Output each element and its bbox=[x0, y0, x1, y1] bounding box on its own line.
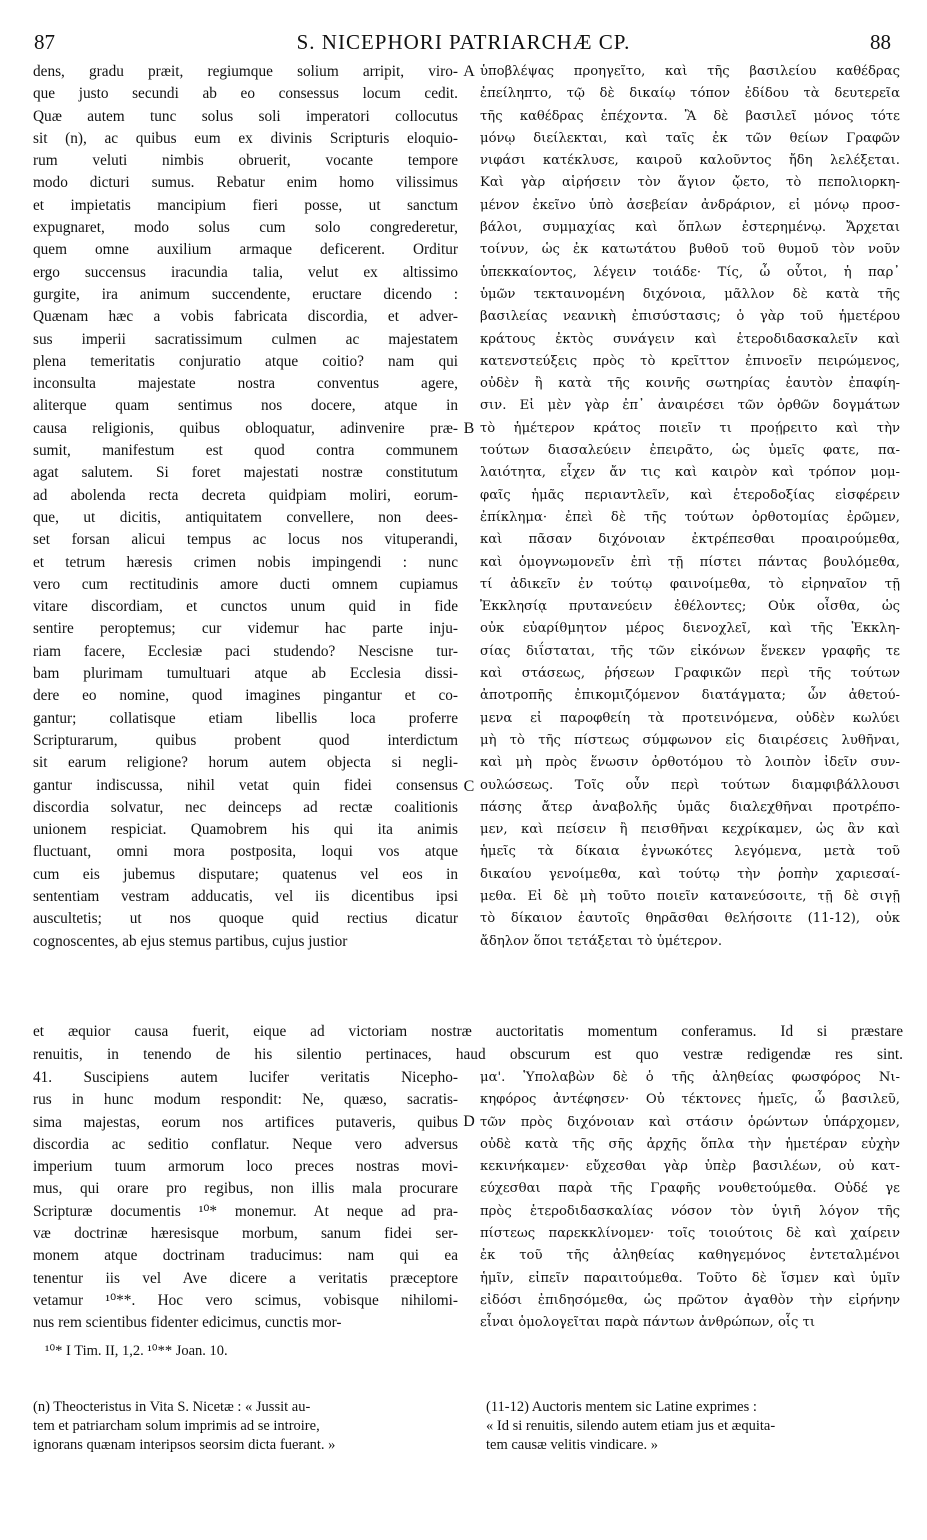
greek-text-line: ἐπίκλημα· ἐπεὶ δὲ τῆς τούτων ὀρθοτομίας ἐρῶμεν, bbox=[480, 509, 900, 525]
greek-text-line: εἰδόσι ἐπιδησόμεθα, ὡς πρῶτον ἀγαθὸν τὴν εἰρήνην bbox=[480, 1292, 900, 1308]
greek-text-line: καὶ στάσεως, ῥήσεων Γραφικῶν περὶ τῆς τούτων bbox=[480, 666, 900, 682]
latin-text-line: dere eo nomine, quod imagines pingantur et co- bbox=[33, 687, 458, 705]
latin-text-line: sumit, manifestum est quod contra communem bbox=[33, 442, 458, 460]
footnote-n-line: (n) Theocteristus in Vita S. Nicetæ : « Jussit au- bbox=[33, 1399, 311, 1415]
greek-text-line: Ἐκκλησίᾳ πρυτανεύειν ἐθέλοντες; Οὐκ οἶσθα, ὡς bbox=[480, 599, 900, 615]
latin-text-line: rus in hunc modum respondit: Ne, quæso, sacratis- bbox=[33, 1091, 458, 1109]
page-number-right: 88 bbox=[870, 30, 891, 54]
greek-text-line: μόνῳ διείλεκται, καὶ ταῖς ἐκ τῶν θείων Γραφῶν bbox=[480, 130, 900, 146]
footnote-n-line: ignorans quænam interipsos seorsim dicta fuerant. » bbox=[33, 1437, 336, 1453]
latin-text-line: inconsulta majestate nostra conventus agere, bbox=[33, 375, 458, 393]
latin-text-line: agat salutem. Si foret majestati nostræ constitutum bbox=[33, 464, 458, 482]
greek-text-line: κεκινήκαμεν· εὔχεσθαι γὰρ ὑπὲρ βασιλέων, οὐ κατ- bbox=[480, 1159, 900, 1175]
latin-text-line: sima majestas, eorum nos artifices putaveris, quibus bbox=[33, 1113, 458, 1131]
greek-text-line: ἡμεῖς τὰ δίκαια ἐγνωκότες λεγόμενα, μετὰ τοῦ bbox=[480, 844, 900, 860]
latin-text-line: rum veluti nimbis obruerit, vocante tempore bbox=[33, 152, 458, 170]
greek-text-line: μενα εἰ παροφθείη τὰ προτεινόμενα, οὐδὲν κωλύει bbox=[480, 710, 900, 726]
latin-text-line: et impietatis mancipium fieri posse, ut sanctum bbox=[33, 196, 458, 214]
latin-text-line: quem omne auxilium armaque deficerent. Orditur bbox=[33, 241, 458, 259]
greek-text-line: τῶν πρὸς διχόνοιαν καὶ στάσιν ὁρώντων ὑπάρχομεν, bbox=[480, 1114, 900, 1130]
latin-text-line: auscultetis; ut nos quoque quid rectius dicatur bbox=[33, 910, 458, 928]
greek-text-line: ὑπεκκαίοντος, λέγειν τοιάδε· Τίς, ὦ οὗτοι, ἡ παρ᾽ bbox=[480, 264, 900, 280]
page-number-left: 87 bbox=[34, 30, 55, 54]
greek-text-line: νιφάσι κατέκλυσε, καιροῦ καλοῦντος ἤδη λελέξεται. bbox=[480, 153, 900, 169]
greek-text-line: μεν, καὶ πείσειν ἢ πεισθῆναι κεχρίκαμεν, ὡς ἂν καὶ bbox=[480, 822, 900, 838]
latin-text-line: modo dicturi sumus. Rebatur enim homo vilissimus bbox=[33, 174, 458, 192]
latin-text-line: Quænam hæc a vobis fabricata discordia, et adver- bbox=[33, 308, 458, 326]
footnote-11-12 bbox=[486, 1398, 901, 1455]
greek-text-line: φαῖς ἡμᾶς περιαντλεῖν, καὶ ἑτεροδοξίας εἰσφέρειν bbox=[480, 487, 900, 503]
greek-text-line: τὸ ἡμέτερον κράτος ποιεῖν τι προῄρειτο καὶ τὴν bbox=[480, 420, 900, 436]
greek-text-line: δικαίου γενοίμεθα, καὶ τούτῳ τὴν ῥοπὴν χαριεσαί- bbox=[480, 866, 900, 882]
greek-text-line: βάλοι, συμμαχίας καὶ ὅπλων ἐστερημένῳ. Ἄρχεται bbox=[480, 220, 900, 236]
margin-letter-c: C bbox=[463, 778, 475, 795]
greek-text-line: οὐκ εὐαρίθμητον μέρος διενοχλεῖ, καὶ τῆς Ἐκκλη- bbox=[480, 621, 900, 637]
greek-text-line: καὶ πᾶσαν διχόνοιαν ἐκτρέπεσθαι προαιρούμεθα, bbox=[480, 532, 900, 548]
greek-text-line: λαιότητα, εἶχεν ἄν τις καὶ καιρὸν καὶ τρόπον μομ- bbox=[480, 465, 900, 481]
latin-text-line: et tetrum hæresis crimen nobis impingendi : nunc bbox=[33, 553, 458, 571]
greek-text-line: σιν. Εἰ μὲν γὰρ ἐπ᾽ ἀναιρέσει τῶν ὀρθῶν δογμάτων bbox=[480, 398, 900, 414]
latin-text-line: set forsan alicui tempus ac locus nos vituperandi, bbox=[33, 531, 458, 549]
greek-text-line: μεθα. Εἰ δὲ μὴ τοῦτο ποιεῖν κατανεύσοιτε, τῇ δὲ σιγῇ bbox=[480, 888, 900, 904]
latin-text-line: mus, qui orare pro regibus, non illis mala procurare bbox=[33, 1180, 458, 1198]
latin-text-line: unionem respiciat. Quamobrem his qui ita animis bbox=[33, 821, 458, 839]
footnote-scripture-refs: ¹⁰* I Tim. II, 1,2. ¹⁰** Joan. 10. bbox=[45, 1343, 228, 1359]
footnote-11-12-line: « Id si renuitis, silendo autem etiam jus et æquita- bbox=[486, 1418, 776, 1434]
latin-text-line: dens, gradu præit, regiumque solium arripit, viro- bbox=[33, 63, 458, 80]
running-title: S. NICEPHORI PATRIARCHÆ CP. bbox=[296, 30, 631, 54]
latin-text-line: discordia ac seditio conflatur. Neque vero adversus bbox=[33, 1135, 458, 1153]
greek-text-line: καὶ μὴ πρὸς ἕνωσιν ὀρθοτόμου τὸ λοιπὸν ἰδεῖν συν- bbox=[480, 755, 900, 771]
greek-text-line: Καὶ γὰρ αἱρήσειν τὸν ἅγιον ᾤετο, τὸ πεπολιορκη- bbox=[480, 175, 900, 191]
greek-text-line: ἡμῖν, εἰπεῖν παραιτούμεθα. Τοῦτο δὲ ἴσμεν καὶ ὑμῖν bbox=[480, 1270, 900, 1286]
latin-text-line: 41. Suscipiens autem lucifer veritatis Nicepho- bbox=[33, 1069, 458, 1086]
latin-text-line: discordia solvatur, nec deinceps ad rectæ coalitionis bbox=[33, 798, 458, 816]
greek-text-line: ἐπείληπτο, τῷ δὲ δικαίῳ τόπον ἐδίδου τὰ δευτερεῖα bbox=[480, 86, 900, 102]
greek-text-line: ἀποτροπῆς ἐπικομιζόμενον διατάγματα; ὧν ἀθετού- bbox=[480, 688, 900, 704]
latin-text-line: Quæ autem tunc solus soli imperatori collocutus bbox=[33, 107, 458, 125]
greek-text-line: πίστεως παρεκκλίνομεν· τοῖς τοιούτοις δὲ καὶ χαίρειν bbox=[480, 1226, 900, 1242]
latin-text-line: bam plurimam tumultuari atque ab Ecclesia dissi- bbox=[33, 665, 458, 683]
greek-text-line: ὑποβλέψας προηγεῖτο, καὶ τῆς βασιλείου καθέδρας bbox=[480, 64, 900, 79]
spanning-line-2: renuitis, in tenendo de his silentio pertinaces, haud obscurum est quo vestræ redigendæ res sint. bbox=[33, 1046, 903, 1063]
greek-text-line: τί ἀδικεῖν ἐν τούτῳ φαινοίμεθα, τὸ εἰρηναῖον τῇ bbox=[480, 576, 900, 592]
greek-text-line: τοίνυν, ὡς ἐκ κατωτάτου βυθοῦ τοῦ θυμοῦ τὸν νοῦν bbox=[480, 242, 900, 258]
latin-text-line: imperium tuum armorum loco preces nostras movi- bbox=[33, 1158, 458, 1176]
greek-text-line: μὴ τὸ τῆς πίστεως σύμφωνον εἰς διαιρέσεις λυθῆναι, bbox=[480, 732, 900, 748]
greek-text-line: ἐκ τοῦ τῆς ἀληθείας καθηγεμόνος ἐντεταλμένοι bbox=[480, 1248, 900, 1264]
greek-text-line: οὐδὲ κατὰ τῆς σῆς ἀρχῆς ὅπλα τὴν ἡμετέραν εὐχὴν bbox=[480, 1136, 900, 1152]
latin-text-line: vetamur ¹⁰**. Hoc vero scimus, vobisque nihilomi- bbox=[33, 1291, 458, 1309]
latin-text-line: causa religionis, quibus obloquatur, adinvenire præ- bbox=[33, 419, 458, 437]
latin-text-line: sus imperii sacratissimum culmen ac majestatem bbox=[33, 330, 458, 348]
greek-text-line: ὑμῶν τεκταινομένη διχόνοια, μᾶλλον δὲ κατὰ τῆς bbox=[480, 286, 900, 302]
greek-text-line: μένον ἐκεῖνο ὑπὸ ἀσεβείαν ἀνδράριον, εἰ μόνῳ προσ- bbox=[480, 197, 900, 213]
greek-text-line: κηφόρος ἀντέφησεν· Οὐ τέκτονες ἡμεῖς, ὦ βασιλεῦ, bbox=[480, 1092, 900, 1108]
greek-text-line: ἄδηλον ὅποι τετάξεται τὸ ὑμέτερον. bbox=[480, 933, 723, 949]
latin-text-line: nus rem scientibus fidenter edicimus, cunctis mor- bbox=[33, 1314, 342, 1332]
greek-column-section-41 bbox=[480, 1067, 900, 1335]
latin-text-line: cognoscentes, ab ejus stemus partibus, cujus justior bbox=[33, 932, 348, 950]
latin-text-line: que, ut dicitis, antiquitatem convellere, non dees- bbox=[33, 508, 458, 526]
greek-text-line: οὐδὲν ἢ κατὰ τῆς κοινῆς σωτηρίας ἑαυτὸν ἐπαφίη- bbox=[480, 376, 900, 392]
margin-letter-b: B bbox=[463, 420, 475, 437]
greek-text-line: εύχεσθαι παρὰ τῆς Γραφῆς νουθετούμεθα. Οὐδέ γε bbox=[480, 1181, 900, 1197]
greek-text-line: πρὸς ἑτεροδιδασκαλίας νόσον τὸν ὑγιῆ λόγον τῆς bbox=[480, 1203, 900, 1219]
greek-column bbox=[480, 61, 900, 953]
latin-text-line: vitare discordiam, et cunctos unum quid in fide bbox=[33, 598, 458, 616]
latin-column bbox=[33, 61, 458, 953]
footnote-n bbox=[33, 1398, 458, 1455]
latin-text-line: sit (n), ac quibus eum ex divinis Scripturis eloquio- bbox=[33, 129, 458, 147]
latin-text-line: cum eis jubemus disputare; quatenus vel eos in bbox=[33, 865, 458, 883]
margin-letter-d: D bbox=[463, 1113, 475, 1130]
latin-text-line: expugnaret, modo solus cum solo congrederetur, bbox=[33, 219, 458, 237]
greek-text-line: εἶναι ὁμολογεῖται παρὰ πάντων ἀνθρώπων, οἷς τι bbox=[480, 1315, 816, 1331]
latin-text-line: Scripturæ documentis ¹⁰* monemur. At neque ad pra- bbox=[33, 1202, 458, 1220]
latin-text-line: gantur indiscussa, nihil vetat quin fidei consensus bbox=[33, 776, 458, 794]
latin-text-line: plena temeritatis conjuratio atque coitio? nam qui bbox=[33, 352, 458, 370]
latin-text-line: ad abolenda recta decreta quidpiam moliri, eorum- bbox=[33, 486, 458, 504]
greek-text-line: κατενστεύξεις πρὸς τὸ κρεῖττον ἐπινοεῖν πειρώμενος, bbox=[480, 353, 900, 369]
latin-text-line: tenentur iis vel Ave dicere a veritatis præceptore bbox=[33, 1269, 458, 1287]
footnote-n-line: tem et patriarcham solum imprimis ad se introire, bbox=[33, 1418, 320, 1434]
footnote-11-12-line: tem causæ velitis vindicare. » bbox=[486, 1437, 658, 1453]
latin-text-line: monem atque doctrinam traducimus: nam qui ea bbox=[33, 1247, 458, 1265]
greek-text-line: τούτων διασαλεύειν ἐπειρᾶτο, ὡς ὑμεῖς φατε, πα- bbox=[480, 443, 900, 459]
greek-text-line: κράτους ἐκτὸς συνάγειν καὶ ἑτεροδιδασκαλεῖν καὶ bbox=[480, 331, 900, 347]
latin-text-line: gurgite, ira animum succendente, eructare dicendo : bbox=[33, 285, 458, 303]
greek-text-line: βασιλείας νεανικὴ ἐπισύστασις; ὁ γὰρ τοῦ ἡμετέρου bbox=[480, 309, 900, 325]
greek-text-line: πάσης ἄτερ ἀναβολῆς ὑμᾶς διαλεχθῆναι προτρέπο- bbox=[480, 799, 900, 815]
margin-letter-a: A bbox=[463, 63, 475, 80]
greek-text-line: σίας διΐσταται, τῆς τῶν εἰκόνων ἕνεκεν γραφῆς τε bbox=[480, 643, 900, 659]
greek-text-line: τῆς καθέδρας ἐπέχοντα. Ἃ δὲ βασιλεῖ μόνος τότε bbox=[480, 108, 900, 124]
latin-text-line: riam facere, Ecclesiæ paci studendo? Nescisne tur- bbox=[33, 642, 458, 660]
running-header bbox=[30, 30, 897, 60]
greek-text-line: ουλώσεως. Τοῖς οὖν περὶ τούτων διαμφιβάλλουσι bbox=[480, 777, 900, 793]
latin-text-line: ergo succensus iracundia talia, velut ex altissimo bbox=[33, 263, 458, 281]
latin-text-line: que justo secundi ab eo consessus locum cedit. bbox=[33, 85, 458, 103]
latin-text-line: sententiam vestram adducatis, vel iis dicentibus ipsi bbox=[33, 887, 458, 905]
greek-text-line: μα'. Ὑπολαβὼν δὲ ὁ τῆς ἀληθείας φωσφόρος Νι- bbox=[480, 1070, 900, 1085]
latin-text-line: fluctuant, omni mora postposita, loqui vos atque bbox=[33, 843, 458, 861]
latin-text-line: væ doctrinæ hæresisque morbum, sanum fidei ser- bbox=[33, 1225, 458, 1243]
latin-text-line: gantur; collatisque etiam libellis loca proferre bbox=[33, 709, 458, 727]
greek-text-line: τὸ δίκαιον ἑαυτοῖς θηρᾶσθαι θελήσοιτε (11-12), οὐκ bbox=[480, 911, 900, 927]
latin-text-line: aliterque quam sentimus nos docere, atque in bbox=[33, 397, 458, 415]
latin-text-line: vero cum rectitudinis amore ducti omnem cupiamus bbox=[33, 575, 458, 593]
latin-text-line: Scripturarum, quibus probent quod interdictum bbox=[33, 731, 458, 749]
greek-text-line: καὶ ὁμογνωμονεῖν ἐπὶ τῇ πίστει πάντας βουλόμεθα, bbox=[480, 554, 900, 570]
latin-column-section-41 bbox=[33, 1067, 458, 1335]
latin-text-line: sentire peroptemus; cur videmur hac parte inju- bbox=[33, 620, 458, 638]
footnote-11-12-line: (11-12) Auctoris mentem sic Latine exprimes : bbox=[486, 1399, 757, 1415]
latin-text-line: sit earum religione? horum autem objecta si negli- bbox=[33, 754, 458, 772]
spanning-line-1: et æquior causa fuerit, eique ad victoriam nostræ auctoritatis momentum conferamus. Id si præstare bbox=[33, 1023, 903, 1040]
